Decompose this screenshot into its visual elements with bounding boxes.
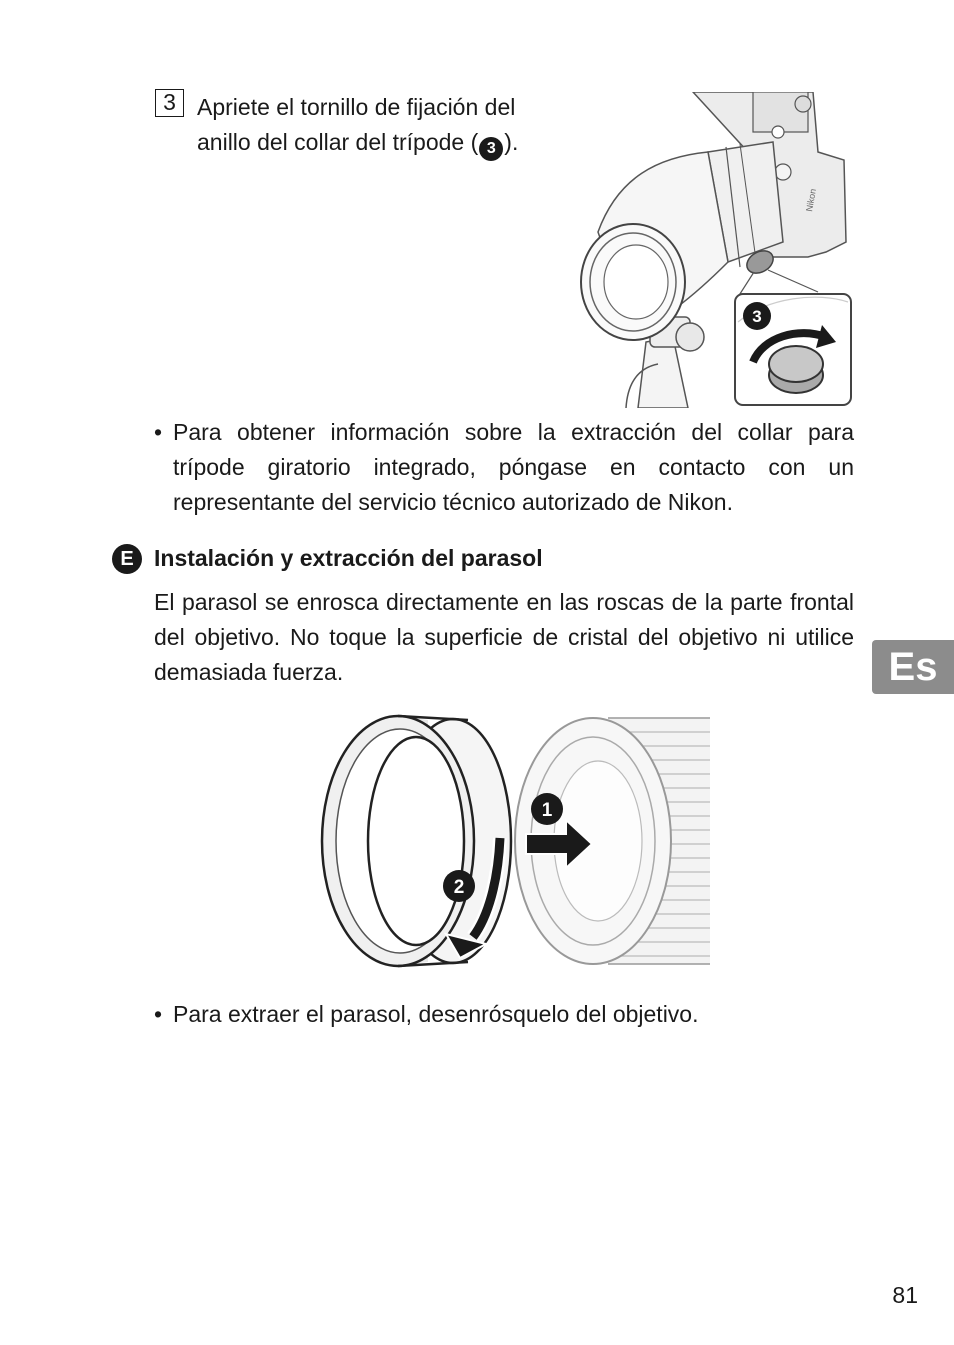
step-number: 3 — [155, 89, 184, 117]
section-heading: Instalación y extracción del parasol — [154, 545, 543, 571]
section-paragraph: El parasol se enrosca directamente en las roscas de la parte frontal del objetivo. No toque la superficie de cristal del objetivo ni utilice demasiada fuerza. — [154, 589, 854, 685]
step-instruction — [197, 90, 577, 161]
section-badge: E — [112, 544, 142, 574]
bullet-marker: • — [154, 419, 163, 445]
callout-1: 1 — [541, 800, 553, 821]
page-number: 81 — [892, 1282, 918, 1308]
bullet-hood-removal — [154, 997, 854, 1032]
callout-3-inline: 3 — [479, 137, 503, 161]
language-tab: Es — [872, 640, 954, 694]
bullet-marker: • — [154, 1001, 163, 1027]
camera-brand-logo: Nikon — [804, 187, 818, 213]
step-text-line2-end: ). — [504, 129, 519, 155]
step-text-line1: Apriete el tornillo de fijación del — [197, 94, 516, 120]
lens-collar-illustration — [578, 92, 854, 408]
callout-3-illustration: 3 — [752, 307, 762, 326]
bullet-text: Para extraer el parasol, desenrósquelo del objetivo. — [173, 1001, 699, 1027]
callout-2: 2 — [453, 877, 465, 898]
step-text-line2: anillo del collar del trípode ( — [197, 129, 479, 155]
bullet-text: Para obtener información sobre la extracción del collar para trípode giratorio integrado, póngase en contacto con un representante del servicio técnico autorizado de Nikon. — [173, 419, 854, 515]
bullet-collar-removal — [154, 415, 854, 520]
lens-hood-illustration — [318, 712, 714, 970]
